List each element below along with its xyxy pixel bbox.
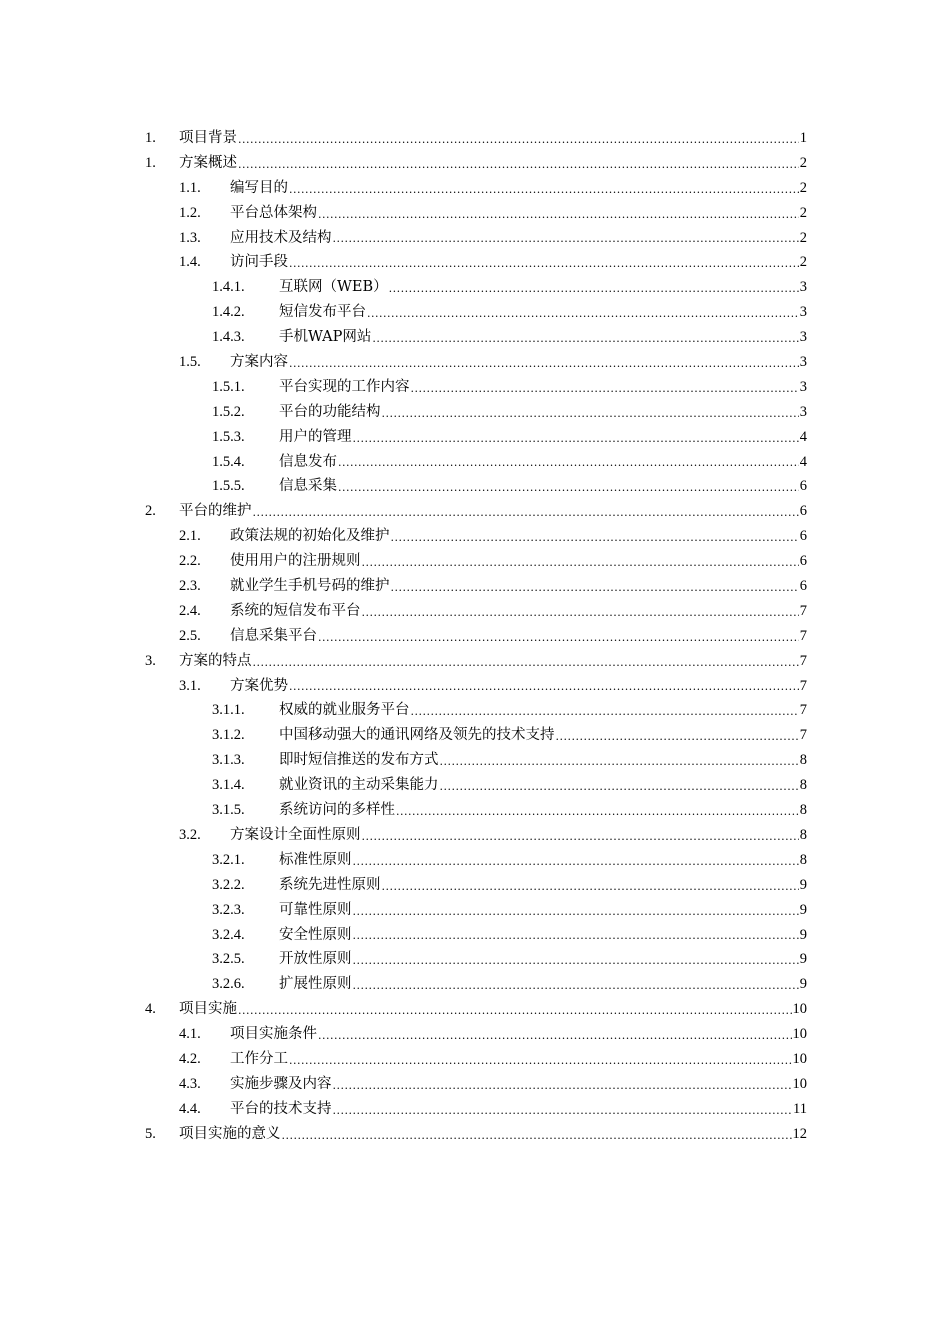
toc-entry-page-number: 9 xyxy=(799,876,807,893)
toc-entry-title: 系统访问的多样性 xyxy=(279,802,395,819)
toc-entry-title: 方案内容 xyxy=(230,354,288,371)
toc-dot-leader xyxy=(289,176,799,201)
toc-dot-leader xyxy=(238,151,799,176)
toc-dot-leader xyxy=(238,997,792,1022)
toc-entry[interactable] xyxy=(145,649,807,674)
toc-entry[interactable] xyxy=(145,723,807,748)
toc-entry-title: 工作分工 xyxy=(230,1050,288,1067)
toc-entry-page-number: 4 xyxy=(799,428,807,445)
toc-entry-page-number: 7 xyxy=(799,602,807,619)
toc-entry-number: 3.2. xyxy=(179,826,201,843)
toc-entry-number: 4. xyxy=(145,1001,156,1018)
toc-entry-title: 系统先进性原则 xyxy=(279,876,381,893)
toc-entry-page-number: 3 xyxy=(799,304,807,321)
toc-entry-page-number: 10 xyxy=(792,1026,807,1043)
toc-dot-leader xyxy=(318,1022,792,1047)
toc-entry-number: 1.1. xyxy=(179,179,201,196)
toc-entry-page-number: 6 xyxy=(799,578,807,595)
toc-entry[interactable] xyxy=(145,748,807,773)
toc-dot-leader xyxy=(333,1097,793,1122)
toc-entry-page-number: 7 xyxy=(799,652,807,669)
toc-dot-leader xyxy=(333,1072,792,1097)
toc-entry-title: 系统的短信发布平台 xyxy=(230,602,361,619)
toc-entry-page-number: 9 xyxy=(799,951,807,968)
toc-entry[interactable] xyxy=(145,997,807,1022)
toc-entry-page-number: 6 xyxy=(799,528,807,545)
toc-entry-number: 1.4.3. xyxy=(212,329,245,346)
toc-entry[interactable] xyxy=(145,599,807,624)
toc-entry-page-number: 2 xyxy=(799,229,807,246)
toc-dot-leader xyxy=(391,524,799,549)
toc-dot-leader xyxy=(353,898,799,923)
toc-entry-title: 平台总体架构 xyxy=(230,204,317,221)
toc-entry-page-number: 8 xyxy=(799,752,807,769)
toc-entry-page-number: 8 xyxy=(799,851,807,868)
toc-entry-page-number: 2 xyxy=(799,154,807,171)
toc-entry-number: 1.2. xyxy=(179,204,201,221)
toc-entry-number: 2. xyxy=(145,503,156,520)
toc-entry-number: 4.4. xyxy=(179,1100,201,1117)
toc-entry[interactable] xyxy=(145,848,807,873)
toc-entry-number: 2.2. xyxy=(179,553,201,570)
toc-entry-number: 1.5.5. xyxy=(212,478,245,495)
toc-entry-number: 4.1. xyxy=(179,1026,201,1043)
toc-entry-title: 访问手段 xyxy=(230,254,288,271)
toc-dot-leader xyxy=(238,126,799,151)
toc-entry-title: 安全性原则 xyxy=(279,926,352,943)
toc-entry[interactable] xyxy=(145,1072,807,1097)
toc-entry[interactable] xyxy=(145,898,807,923)
toc-entry[interactable] xyxy=(145,201,807,226)
toc-entry-title: 应用技术及结构 xyxy=(230,229,332,246)
toc-entry-page-number: 9 xyxy=(799,926,807,943)
toc-entry-page-number: 7 xyxy=(799,702,807,719)
toc-entry[interactable] xyxy=(145,300,807,325)
toc-entry[interactable] xyxy=(145,325,807,350)
toc-entry-title: 项目实施 xyxy=(179,1001,237,1018)
toc-entry[interactable] xyxy=(145,425,807,450)
toc-entry-title: 平台实现的工作内容 xyxy=(279,378,410,395)
toc-entry-title: 方案的特点 xyxy=(179,652,252,669)
toc-entry-title: 方案设计全面性原则 xyxy=(230,826,361,843)
toc-entry-number: 3.2.6. xyxy=(212,976,245,993)
toc-entry-page-number: 7 xyxy=(799,727,807,744)
toc-entry-number: 1.4.2. xyxy=(212,304,245,321)
toc-entry-title: 平台的技术支持 xyxy=(230,1100,332,1117)
toc-dot-leader xyxy=(353,425,799,450)
toc-entry[interactable] xyxy=(145,126,807,151)
toc-dot-leader xyxy=(353,923,799,948)
toc-entry-page-number: 6 xyxy=(799,503,807,520)
toc-dot-leader xyxy=(289,350,799,375)
toc-entry-title: 方案优势 xyxy=(230,677,288,694)
toc-entry[interactable] xyxy=(145,972,807,997)
toc-entry[interactable] xyxy=(145,1022,807,1047)
toc-entry-title: 即时短信推送的发布方式 xyxy=(279,752,439,769)
toc-entry[interactable] xyxy=(145,226,807,251)
toc-entry-page-number: 10 xyxy=(792,1050,807,1067)
toc-entry-page-number: 10 xyxy=(792,1075,807,1092)
toc-entry[interactable] xyxy=(145,499,807,524)
toc-dot-leader xyxy=(253,499,799,524)
toc-entry-number: 3.1. xyxy=(179,677,201,694)
toc-entry[interactable] xyxy=(145,176,807,201)
toc-entry-title: 手机WAP网站 xyxy=(279,329,372,346)
toc-entry-title: 中国移动强大的通讯网络及领先的技术支持 xyxy=(279,727,555,744)
toc-entry[interactable] xyxy=(145,773,807,798)
toc-entry-page-number: 11 xyxy=(793,1100,807,1117)
toc-dot-leader xyxy=(362,599,799,624)
toc-dot-leader xyxy=(338,450,799,475)
toc-entry[interactable] xyxy=(145,400,807,425)
toc-entry-number: 1.3. xyxy=(179,229,201,246)
toc-entry-number: 1. xyxy=(145,154,156,171)
toc-entry[interactable] xyxy=(145,698,807,723)
toc-entry-title: 方案概述 xyxy=(179,154,237,171)
toc-entry-title: 使用用户的注册规则 xyxy=(230,553,361,570)
toc-dot-leader xyxy=(411,375,799,400)
toc-dot-leader xyxy=(382,873,799,898)
toc-entry-title: 互联网（WEB） xyxy=(279,279,388,296)
toc-entry-page-number: 6 xyxy=(799,553,807,570)
toc-entry-title: 扩展性原则 xyxy=(279,976,352,993)
toc-dot-leader xyxy=(396,798,799,823)
toc-entry-number: 2.4. xyxy=(179,602,201,619)
toc-entry-number: 1.5.2. xyxy=(212,403,245,420)
toc-dot-leader xyxy=(367,300,799,325)
toc-entry-page-number: 8 xyxy=(799,802,807,819)
toc-entry-page-number: 7 xyxy=(799,677,807,694)
toc-entry-number: 3.1.3. xyxy=(212,752,245,769)
toc-entry-number: 3.2.2. xyxy=(212,876,245,893)
toc-entry-number: 1.5.4. xyxy=(212,453,245,470)
toc-entry[interactable] xyxy=(145,151,807,176)
toc-entry-title: 开放性原则 xyxy=(279,951,352,968)
toc-entry-page-number: 12 xyxy=(792,1125,807,1142)
toc-entry-number: 2.3. xyxy=(179,578,201,595)
toc-entry-page-number: 2 xyxy=(799,204,807,221)
toc-entry-page-number: 3 xyxy=(799,329,807,346)
toc-entry-number: 1.5. xyxy=(179,354,201,371)
toc-entry-number: 1. xyxy=(145,130,156,146)
toc-entry-title: 就业学生手机号码的维护 xyxy=(230,578,390,595)
toc-dot-leader xyxy=(318,624,799,649)
toc-entry-number: 3.1.2. xyxy=(212,727,245,744)
toc-entry[interactable] xyxy=(145,1122,807,1147)
toc-entry-number: 3.1.1. xyxy=(212,702,245,719)
toc-dot-leader xyxy=(353,947,799,972)
toc-entry-title: 平台的维护 xyxy=(179,503,252,520)
toc-entry-page-number: 9 xyxy=(799,901,807,918)
toc-entry-page-number: 3 xyxy=(799,279,807,296)
toc-entry-number: 3.2.1. xyxy=(212,851,245,868)
toc-entry-title: 用户的管理 xyxy=(279,428,352,445)
toc-entry[interactable] xyxy=(145,947,807,972)
toc-entry-title: 项目实施条件 xyxy=(230,1026,317,1043)
toc-entry[interactable] xyxy=(145,873,807,898)
toc-entry-page-number: 6 xyxy=(799,478,807,495)
toc-entry[interactable] xyxy=(145,275,807,300)
toc-entry[interactable] xyxy=(145,1097,807,1122)
toc-entry-title: 项目实施的意义 xyxy=(179,1125,281,1142)
toc-entry[interactable] xyxy=(145,350,807,375)
toc-dot-leader xyxy=(289,250,799,275)
toc-entry-page-number: 3 xyxy=(799,354,807,371)
toc-entry[interactable] xyxy=(145,524,807,549)
toc-entry-page-number: 3 xyxy=(799,403,807,420)
toc-entry[interactable] xyxy=(145,250,807,275)
toc-entry-number: 1.5.3. xyxy=(212,428,245,445)
toc-entry-title: 标准性原则 xyxy=(279,851,352,868)
toc-entry-page-number: 10 xyxy=(792,1001,807,1018)
toc-entry[interactable] xyxy=(145,798,807,823)
toc-entry[interactable] xyxy=(145,549,807,574)
toc-dot-leader xyxy=(318,201,799,226)
table-of-contents xyxy=(145,126,807,1147)
toc-entry-title: 项目背景 xyxy=(179,130,237,146)
toc-dot-leader xyxy=(338,474,799,499)
toc-entry-title: 信息发布 xyxy=(279,453,337,470)
toc-dot-leader xyxy=(372,325,798,350)
toc-entry-page-number: 3 xyxy=(799,378,807,395)
toc-entry-title: 信息采集 xyxy=(279,478,337,495)
toc-dot-leader xyxy=(353,972,799,997)
toc-entry-title: 权威的就业服务平台 xyxy=(279,702,410,719)
toc-dot-leader xyxy=(440,773,799,798)
toc-entry-page-number: 2 xyxy=(799,179,807,196)
toc-entry-number: 1.4. xyxy=(179,254,201,271)
toc-entry-page-number: 7 xyxy=(799,627,807,644)
toc-dot-leader xyxy=(282,1122,792,1147)
toc-entry-page-number: 8 xyxy=(799,777,807,794)
toc-entry[interactable] xyxy=(145,450,807,475)
toc-entry-number: 2.5. xyxy=(179,627,201,644)
toc-entry-number: 3.2.4. xyxy=(212,926,245,943)
toc-entry-title: 政策法规的初始化及维护 xyxy=(230,528,390,545)
toc-entry[interactable] xyxy=(145,823,807,848)
toc-entry[interactable] xyxy=(145,574,807,599)
toc-dot-leader xyxy=(333,226,799,251)
toc-entry-number: 3.2.5. xyxy=(212,951,245,968)
toc-entry-number: 4.3. xyxy=(179,1075,201,1092)
toc-entry-number: 5. xyxy=(145,1125,156,1142)
toc-dot-leader xyxy=(362,549,799,574)
toc-entry-title: 短信发布平台 xyxy=(279,304,366,321)
toc-entry[interactable] xyxy=(145,375,807,400)
toc-entry[interactable] xyxy=(145,923,807,948)
toc-entry[interactable] xyxy=(145,1047,807,1072)
toc-entry-page-number: 4 xyxy=(799,453,807,470)
toc-entry-page-number: 2 xyxy=(799,254,807,271)
toc-dot-leader xyxy=(411,698,799,723)
toc-dot-leader xyxy=(389,275,799,300)
toc-entry-page-number: 8 xyxy=(799,826,807,843)
toc-entry-number: 3.1.4. xyxy=(212,777,245,794)
toc-dot-leader xyxy=(253,649,799,674)
toc-entry-number: 1.4.1. xyxy=(212,279,245,296)
toc-dot-leader xyxy=(382,400,799,425)
toc-entry-page-number: 1 xyxy=(799,130,807,146)
toc-entry-number: 4.2. xyxy=(179,1050,201,1067)
toc-dot-leader xyxy=(353,848,799,873)
toc-entry-number: 3. xyxy=(145,652,156,669)
toc-entry-number: 3.1.5. xyxy=(212,802,245,819)
toc-entry-title: 编写目的 xyxy=(230,179,288,196)
toc-entry-number: 3.2.3. xyxy=(212,901,245,918)
toc-entry[interactable] xyxy=(145,624,807,649)
toc-dot-leader xyxy=(289,1047,792,1072)
toc-entry-title: 实施步骤及内容 xyxy=(230,1075,332,1092)
toc-entry-number: 2.1. xyxy=(179,528,201,545)
toc-dot-leader xyxy=(362,823,799,848)
toc-entry-title: 信息采集平台 xyxy=(230,627,317,644)
toc-entry-page-number: 9 xyxy=(799,976,807,993)
toc-dot-leader xyxy=(440,748,799,773)
toc-entry-title: 可靠性原则 xyxy=(279,901,352,918)
toc-entry-number: 1.5.1. xyxy=(212,378,245,395)
toc-dot-leader xyxy=(556,723,799,748)
toc-entry[interactable] xyxy=(145,674,807,699)
toc-entry-title: 平台的功能结构 xyxy=(279,403,381,420)
toc-dot-leader xyxy=(289,674,799,699)
toc-dot-leader xyxy=(391,574,799,599)
toc-entry-title: 就业资讯的主动采集能力 xyxy=(279,777,439,794)
toc-entry[interactable] xyxy=(145,474,807,499)
